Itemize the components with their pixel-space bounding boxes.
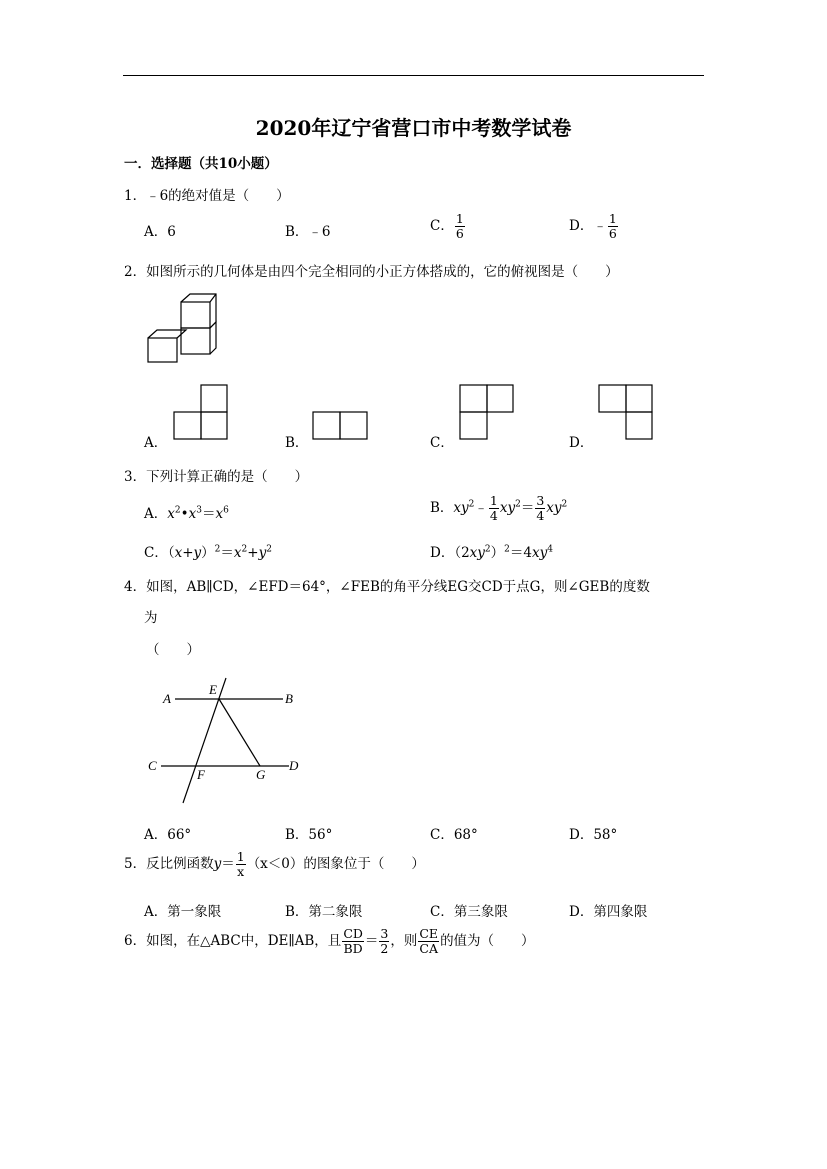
label-g: G — [256, 767, 266, 782]
q1-d-num: 1 — [608, 211, 617, 226]
label-b: B — [285, 691, 293, 706]
q3-b-e2: 2 — [515, 499, 521, 510]
q2-option-a: A． — [144, 435, 168, 451]
cube-right-up-edge — [210, 294, 216, 302]
q4-stem-line3: （ ） — [146, 642, 200, 658]
q5-frac-num: 1 — [236, 849, 245, 864]
q3-b-frac2-den: 4 — [536, 508, 545, 523]
q3-b-eq: ＝ — [520, 500, 535, 516]
q4-option-d: D．58° — [569, 827, 618, 843]
q3-d-close: ） — [490, 545, 505, 561]
q1-option-b: B．﹣6 — [285, 224, 331, 240]
q2-option-d-figure — [599, 385, 655, 441]
q3-b-frac2 — [535, 494, 545, 523]
q1-c-num: 1 — [455, 211, 464, 226]
q6-frac1-num: CD — [343, 926, 363, 941]
q1-option-d-label: D．﹣ — [569, 218, 607, 234]
q3-b-frac1-den: 4 — [489, 508, 498, 523]
q3-b-e1: 2 — [468, 499, 475, 510]
q3-a-dot: • — [180, 506, 189, 522]
q1-option-c-label: C． — [430, 218, 454, 234]
q1-option-d — [569, 212, 619, 241]
q4-geometry-figure — [145, 675, 310, 805]
q1-option-c — [430, 212, 466, 241]
q3-a-x2: x — [188, 506, 197, 522]
q6-frac-ce-ca — [418, 927, 439, 956]
q3-c-t2: x — [233, 545, 242, 561]
q1-option-a: A．6 — [144, 224, 176, 240]
q6-stem-pre: 6．如图，在△ABC中，DE∥AB，且 — [124, 933, 342, 949]
q5-option-a: A．第一象限 — [144, 904, 222, 920]
q4-option-c: C．68° — [430, 827, 478, 843]
cube-left-front — [148, 338, 177, 362]
transversal-line — [183, 678, 226, 803]
q3-b-t2: xy — [499, 500, 516, 516]
q3-c-t1: x+y — [174, 545, 202, 561]
label-d: D — [289, 758, 299, 773]
q6-frac2-den: 2 — [380, 941, 389, 956]
q4-option-b: B．56° — [285, 827, 333, 843]
q6-frac-cd-bd — [342, 927, 364, 956]
q2-option-c: C． — [430, 435, 454, 451]
q3-a-eq: ＝ — [201, 506, 216, 522]
q6-mid: ，则 — [390, 933, 418, 949]
q3-c-eq: ＝ — [220, 545, 234, 561]
q3-option-d — [430, 541, 553, 561]
q4-stem-line1: 4．如图，AB∥CD，∠EFD＝64°，∠FEB的角平分线EG交CD于点G，则∠GEB的度数 — [124, 579, 650, 595]
q6-frac2-num: 3 — [380, 926, 389, 941]
q3-d-e2: 2 — [504, 544, 510, 555]
q4-stem-line2: 为 — [144, 610, 158, 626]
q5-eq: ＝ — [221, 856, 235, 872]
q3-d-t2: xy — [531, 545, 548, 561]
q3-c-label: C．（ — [144, 545, 175, 561]
q3-option-c — [144, 541, 272, 561]
q5-option-b: B．第二象限 — [285, 904, 363, 920]
q3-d-eq: ＝4 — [509, 545, 532, 561]
q2-option-b: B． — [285, 435, 309, 451]
q3-c-e3: 2 — [266, 544, 272, 555]
q6-frac-3-2 — [379, 927, 389, 956]
q1-c-fraction — [455, 212, 465, 241]
q3-option-b — [430, 494, 567, 523]
q3-b-frac1-num: 1 — [489, 493, 498, 508]
q6-frac3-den: CA — [419, 941, 438, 956]
q3-b-label: B． — [430, 500, 454, 516]
q3-b-frac2-num: 3 — [536, 493, 545, 508]
q3-b-t1: xy — [453, 500, 469, 516]
q1-c-den: 6 — [455, 226, 464, 241]
q5-condition: （x＜0）的图象位于（ ） — [246, 856, 425, 872]
q5-fraction — [236, 850, 246, 879]
q3-c-close: ） — [201, 545, 215, 561]
q2-option-a-figure — [174, 385, 230, 441]
header-rule — [123, 75, 704, 76]
q1-stem: 1．﹣6的绝对值是（ ） — [124, 188, 290, 204]
q6-eq: ＝ — [364, 933, 379, 949]
q2-stem: 2．如图所示的几何体是由四个完全相同的小正方体搭成的，它的俯视图是（ ） — [124, 264, 619, 280]
q3-c-t3: y — [258, 545, 267, 561]
q3-c-e2: 2 — [241, 544, 248, 555]
q5-option-d: D．第四象限 — [569, 904, 648, 920]
q5-stem-pre: 5．反比例函数 — [124, 856, 214, 872]
q3-d-label: D．（2 — [430, 545, 470, 561]
cube-right-up-top — [181, 294, 216, 328]
q2-option-d: D． — [569, 435, 594, 451]
q2-cube-figure — [140, 290, 230, 370]
q6-stem — [124, 927, 535, 956]
q3-d-t1: xy — [469, 545, 485, 561]
q3-a-x3: x — [215, 506, 224, 522]
cube-left-top — [148, 330, 186, 338]
q3-c-e1: 2 — [214, 544, 221, 555]
q3-d-e1: 2 — [484, 544, 491, 555]
q6-frac1-den: BD — [343, 941, 363, 956]
q4-option-a: A．66° — [144, 827, 192, 843]
q3-a-e2: 3 — [196, 505, 202, 516]
q1-d-fraction — [608, 212, 618, 241]
q3-option-a — [144, 502, 229, 522]
q3-a-x1: x — [167, 506, 175, 522]
q5-y: y — [213, 856, 222, 872]
label-f: F — [197, 767, 205, 782]
q6-post: 的值为（ ） — [440, 933, 535, 949]
cube-right-up-front — [181, 302, 210, 328]
q5-frac-den: x — [237, 864, 245, 879]
q2-option-c-figure — [460, 385, 516, 441]
label-e: E — [209, 682, 217, 697]
q3-a-e3: 6 — [223, 505, 229, 516]
q3-b-minus: ﹣ — [474, 500, 488, 516]
q5-option-c: C．第三象限 — [430, 904, 508, 920]
q3-stem: 3．下列计算正确的是（ ） — [124, 469, 309, 485]
page-title: 2020年辽宁省营口市中考数学试卷 — [255, 116, 572, 140]
q6-frac3-num: CE — [419, 926, 439, 941]
q2-option-b-figure — [313, 412, 369, 442]
q3-b-t3: xy — [546, 500, 562, 516]
q5-stem — [124, 850, 425, 879]
q3-b-frac1 — [489, 494, 499, 523]
label-c: C — [148, 758, 157, 773]
section-heading: 一．选择题（共10小题） — [124, 156, 278, 172]
q3-a-label: A． — [144, 506, 168, 522]
q3-d-e3: 4 — [547, 544, 553, 555]
q3-a-e1: 2 — [174, 505, 181, 516]
q3-b-e3: 2 — [561, 499, 568, 510]
q1-d-den: 6 — [608, 226, 617, 241]
q3-c-plus: + — [247, 545, 259, 561]
bisector-eg — [219, 699, 260, 766]
label-a: A — [163, 691, 171, 706]
cube-right-low-front — [181, 328, 210, 354]
